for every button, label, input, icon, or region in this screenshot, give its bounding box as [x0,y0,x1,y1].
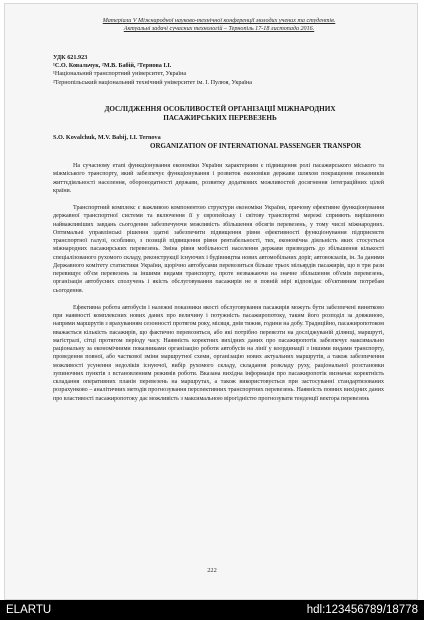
article-title-uk-line-1: ДОСЛІДЖЕННЯ ОСОБЛИВОСТЕЙ ОРГАНІЗАЦІЇ МІЖНАРОДНИХ [104,105,336,113]
article-body [53,162,384,412]
repository-name: ELARTU [6,604,52,616]
udc-code: УДК 621.923 [53,54,88,61]
running-header-line-2: Актуальні задачі сучасних технологій – Тернопіль 17-18 листопада 2016. [123,26,315,33]
body-paragraph-2: Транспортний комплекс є важливою компонентою структури економіки України, причому ефективне функціонування державної транспортної системи та включення її у європейську і світову транспортні мережі сприяють вирішенню найважливіших завдань сьогодення забезпечуючи можливість збільшення обсягів перевезень, у тому числі міжнародних. Оптимальні управлінські рішення здатні забезпечити підвищення рівня ефективності функціонування підприємств транспортної галузі, особливо, з позицій підвищення рівня рентабельності, тих, економічна діяльність яких стосується міжнародних пасажирських перевезень. Зміна рівня мобільності населення держави призводить до збільшення кількості спеціалізованого рухомого складу, реконструкції існуючих і будівництва нових автомобільних доріг, автовокзалів, ін. За даними Державного комітету статистики України, щорічно автобусами перевозиться більше трьох мільярдів пасажирів, що в три рази перевищує об'єм перевезень за іншими видами транспорту, проте незважаючи на значне збільшення об'ємів перевезень, організація автобусних сполучень і якість обслуговування пасажирів не в повній мірі відповідає об'єктивним потребам сьогодення. [53,205,384,294]
body-paragraph-1: На сучасному етапі функціонування економіки України характерним є підвищення ролі пасажирського міського та міжміського транспорту, який забезпечує функціонування і розвиток економіки держави шляхом покращення показників життєдіяльності населення, оборонодатності держави, розвитку додаткових можливостей досягнення інтеграційних цілей країни. [53,163,384,194]
paper-page [4,3,418,600]
affiliation-2: ²Тернопільський національний технічний університет ім. І. Пулюя, Україна [53,78,252,86]
article-meta [53,54,383,87]
handle-id: hdl:123456789/18778 [306,604,418,616]
repository-footer-bar [0,600,424,620]
body-paragraph-3: Ефективна робота автобусів і належні показники якості обслуговування пасажирів можуть бути забезпечені винятково при наявності комплексних нових даних про величину і потужність пасажиропотоку, таким його розподіл за довжиною, напрями маршрутів з врахуванням сезонності протягом року, місяця, днів тижня, години на добу. Традиційно, пасажиропотоком вважається кількість пасажирів, що фактично перевозяться, або які потрібно перевезти на досліджуваній ділянці, маршруті, магістралі, сітці протягом періоду часу. Наявність коректних вихідних даних про пасажиропотік забезпечує максимально раціональну за економічними показниками організацію роботи автобусів на лінії у координації з іншими видами транспорту, проведення повної, або часткової зміни маршрутної схеми, організацію нових актуальних маршрутів, а також забезпечення можливості усунення недоліків існуючої, вибір рухомого складу, складання розкладу руху, раціональної розстановки зупиночних пунктів з встановленням режимів роботи. Вказана вихідна інформація про пасажиропотік визначає коректність складання оперативних планів перевезень на маршрутах, а також використовується при застосуванні стандартизованих розрахунково – аналітичних методів прогнозування перспективних транспортних перевезень. Наявність повних вихідних даних про властивості пасажиропотоку дає можливість з максимальною вірогідністю прогнозувати тенденції вектора перевезень [53,304,384,402]
running-header [39,17,399,34]
article-title-uk-line-2: ПАСАЖИРСЬКИХ ПЕРЕВЕЗЕНЬ [163,114,277,123]
authors-en: S.O. Kovalchuk, M.V. Babij, I.I. Ternova [53,134,161,141]
running-header-line-1: Матеріали V Міжнародної науково-технічної конференції молодих учених та студентів. [102,18,336,24]
authors-uk: ¹С.О. Ковальчук, ²М.В. Бабій, ²Тернова І.І. [53,62,172,70]
affiliation-1: ¹Національний транспортний університет, Україна [53,70,187,78]
article-title-uk [65,105,375,123]
page-number: 222 [207,567,217,574]
article-title-en: ORGANIZATION OF INTERNATIONAL PASSENGER TRANSPOR [150,142,362,150]
